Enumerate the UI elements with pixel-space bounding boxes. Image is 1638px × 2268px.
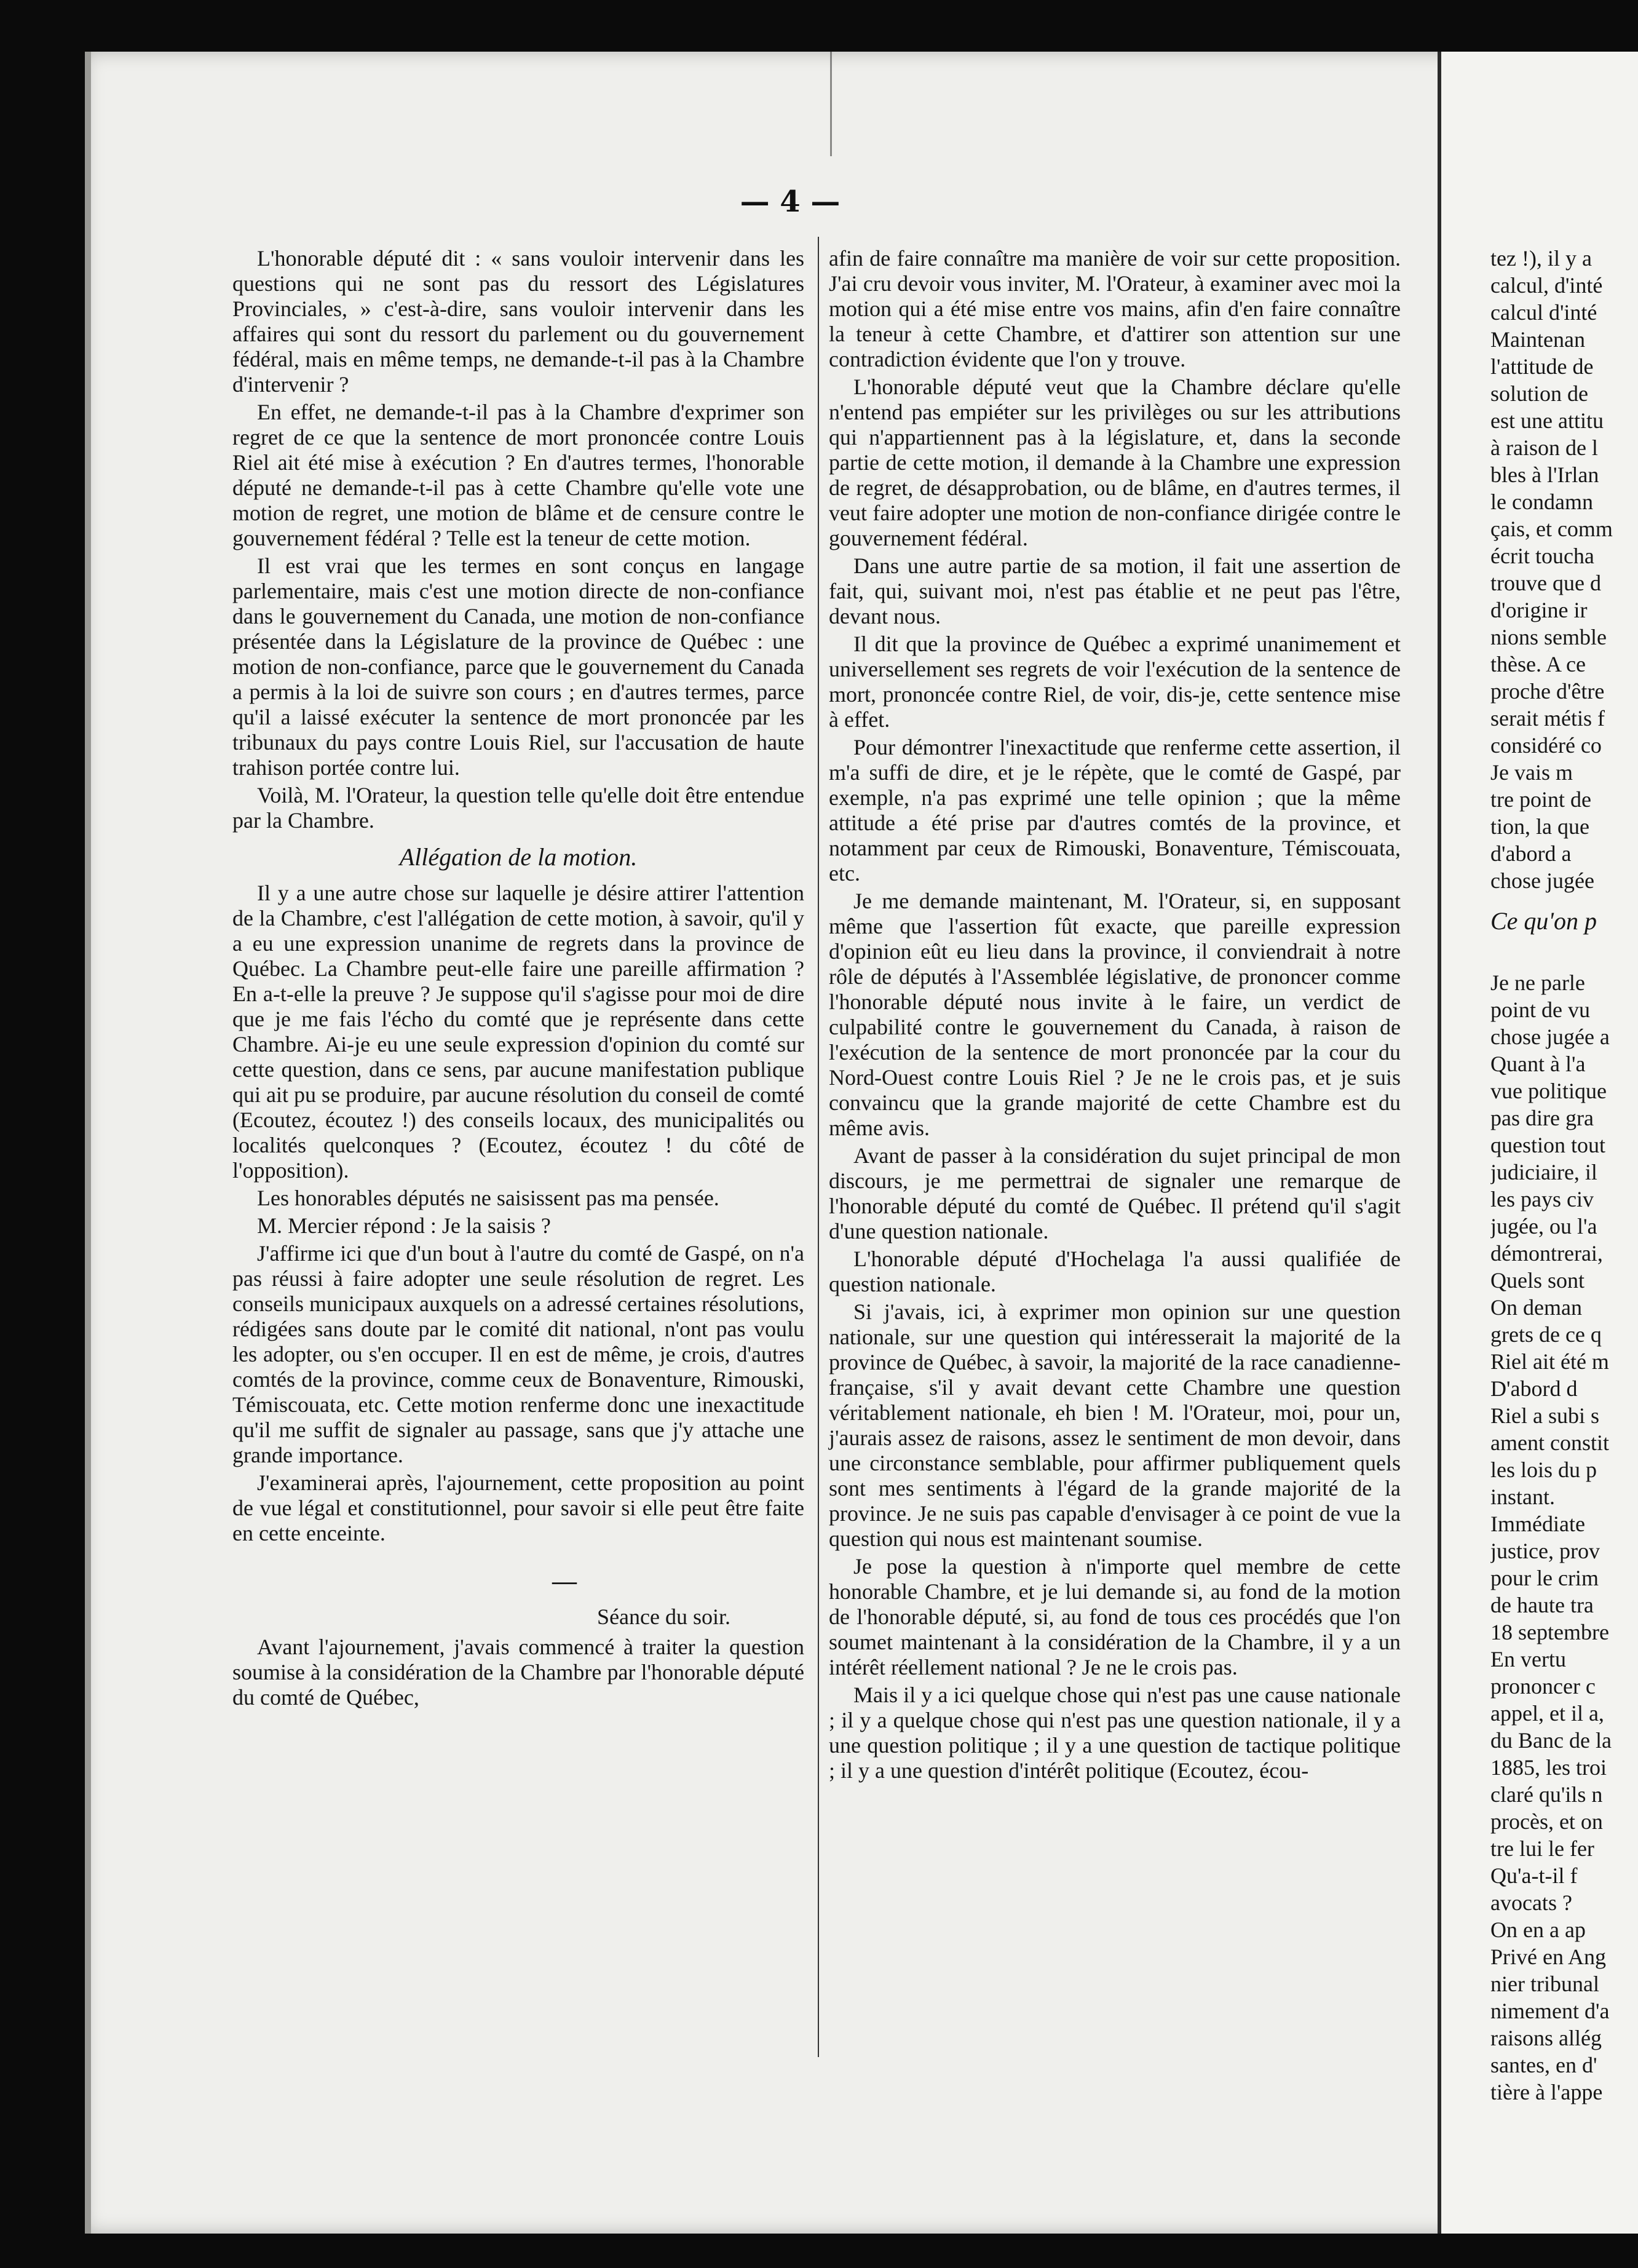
text-line: est une attitu (1490, 408, 1604, 433)
text-line: Privé en Ang (1490, 1945, 1606, 1969)
paragraph: Les honorables députés ne saisissent pas ma pensée. (257, 1186, 719, 1210)
text-line: ament constit (1490, 1430, 1609, 1455)
section-title: Allégation de la motion. (399, 843, 638, 871)
paragraph: Je pose la question à n'importe quel membre de cette honorable Chambre, et je lui demande si, au fond de la motion de l'honorable député, si, au fond de tous ces procédés que l'on soumet maintenant à la considération de la Chambre, il y a un intérêt réellement national ? Je ne le crois pas. (829, 1554, 1401, 1679)
paragraph: Il est vrai que les termes en sont conçus en langage parlementaire, mais c'est une motion directe de non-confiance dans le gouvernement du Canada, une motion de non-confiance présentée dans la Législature de la province de Québec : une motion de non-confiance, parce que le gouvernement du Canada a permis à la loi de suivre son cours ; en d'autres termes, parce qu'il a laissé exécuter la sentence de mort prononcée par les tribunaux du pays contre Louis Riel, sur l'accusation de haute trahison portée contre lui. (232, 553, 804, 780)
text-line: santes, en d' (1490, 2053, 1597, 2077)
text-line: à raison de l (1490, 435, 1598, 460)
paragraph: Voilà, M. l'Orateur, la question telle qu'elle doit être entendue par la Chambre. (232, 783, 804, 833)
paragraph: Mais il y a ici quelque chose qui n'est pas une cause nationale ; il y a quelque chose qui n'est pas une question nationale, il y a une question politique ; il y a une question de tactique politique ; il y a une question d'intérêt politique (Ecoutez, écou- (829, 1683, 1401, 1783)
text-line: jugée, ou l'a (1490, 1214, 1597, 1239)
text-line: calcul, d'inté (1490, 273, 1603, 298)
paragraph: L'honorable député veut que la Chambre déclare qu'elle n'entend pas empiéter sur les privilèges ou sur les attributions qui n'appartiennent pas à la législature, et, dans la seconde partie de cette motion, il demande à la Chambre une expression de regret, de désapprobation, ou de blâme, en d'autres termes, il veut faire adopter une motion de non-confiance dirigée contre le gouvernement fédéral. (829, 375, 1401, 550)
text-line: tre point de (1490, 787, 1591, 812)
text-line: nions semble (1490, 625, 1607, 649)
paragraph: J'examinerai après, l'ajournement, cette proposition au point de vue légal et constitutionnel, pour savoir si elle peut être faite en cette enceinte. (232, 1470, 804, 1545)
text-line: le condamn (1490, 490, 1593, 514)
text-line: Je ne parle (1490, 970, 1585, 995)
text-line: pas dire gra (1490, 1106, 1594, 1130)
page-edge (85, 52, 91, 2234)
text-line: Je vais m (1490, 760, 1573, 785)
text-line: trouve que d (1490, 571, 1601, 595)
text-line: point de vu (1490, 997, 1590, 1022)
text-line: solution de (1490, 381, 1588, 406)
text-line: écrit toucha (1490, 544, 1594, 568)
paragraph: afin de faire connaître ma manière de voir sur cette proposition. J'ai cru devoir vous inviter, M. l'Orateur, à examiner avec moi la motion qui a été mise entre vos mains, afin d'en faire connaître la teneur à cette Chambre, et d'attirer son attention sur une contradiction évidente que l'on y trouve. (829, 246, 1401, 371)
text-line: thèse. A ce (1490, 652, 1586, 676)
paragraph: Pour démontrer l'inexactitude que renferme cette assertion, il m'a suffi de dire, et je le répète, que le comté de Gaspé, par exemple, n'a pas exprimé une telle opinion ; que la même attitude a été prise par d'autres comtés de la province, et notamment par ceux de Rimouski, Bonaventure, Témiscouata, etc. (829, 735, 1401, 886)
text-line: question tout (1490, 1133, 1605, 1157)
column-2 (829, 246, 1401, 1786)
text-line: Riel ait été m (1490, 1349, 1609, 1374)
paragraph: J'affirme ici que d'un bout à l'autre du comté de Gaspé, on n'a pas réussi à faire adopter une seule résolution de regret. Les conseils municipaux auxquels on a adressé certaines résolutions, rédigées sans doute par le comité dit national, n'ont pas voulu les adopter, ou s'en occuper. Il en est de même, je crois, d'autres comtés de la province, comme ceux de Bonaventure, Rimouski, Témiscouata, etc. Cette motion renferme donc une inexactitude qu'il me suffit de signaler au passage, sans que j'y attache une grande importance. (232, 1241, 804, 1467)
text-line: Immédiate (1490, 1512, 1585, 1536)
text-line: judiciaire, il (1490, 1160, 1597, 1184)
paragraph: Si j'avais, ici, à exprimer mon opinion sur une question nationale, sur une question qui intéresserait la majorité de la province de Québec, à savoir, la majorité de la race canadienne-française, s'il y avait devant cette Chambre une question véritablement nationale, eh bien ! M. l'Orateur, moi, pour un, j'aurais assez de raisons, assez le sentiment de mon devoir, dans une circonstance semblable, pour affirmer publiquement quels sont mes sentiments à l'égard de la grande majorité de la province. Je ne suis pas capable d'envisager à ce point de vue la question qui nous est maintenant soumise. (829, 1299, 1401, 1551)
text-line: appel, et il a, (1490, 1701, 1604, 1726)
text-line: serait métis f (1490, 706, 1605, 731)
separator-dash: — (552, 1567, 577, 1595)
text-line: démontrerai, (1490, 1241, 1603, 1266)
text-line: les pays civ (1490, 1187, 1594, 1211)
text-line: Qu'a-t-il f (1490, 1863, 1578, 1888)
text-line: nimement d'a (1490, 1999, 1610, 2023)
text-line: On deman (1490, 1295, 1582, 1320)
text-line: raisons allég (1490, 2026, 1602, 2050)
text-line: considéré co (1490, 733, 1602, 758)
text-line: tez !), il y a (1490, 246, 1592, 271)
paragraph: Avant l'ajournement, j'avais commencé à traiter la question soumise à la considération de la Chambre par l'honorable député du comté de Québec, (232, 1635, 804, 1710)
text-line: tière à l'appe (1490, 2080, 1603, 2104)
paragraph: L'honorable député dit : « sans vouloir intervenir dans les questions qui ne sont pas du ressort des Législatures Provinciales, » c'est-à-dire, sans vouloir intervenir dans les affaires qui sont du ressort du parlement ou du gouvernement fédéral, mais en même temps, ne demande-t-il pas à la Chambre d'intervenir ? (232, 246, 804, 397)
text-line: avocats ? (1490, 1890, 1572, 1915)
text-line: bles à l'Irlan (1490, 462, 1599, 487)
paragraph: Avant de passer à la considération du sujet principal de mon discours, je me permettrai de signaler une remarque de l'honorable député du comté de Québec. Il prétend qu'il s'agit d'une question nationale. (829, 1143, 1401, 1243)
text-line: l'attitude de (1490, 354, 1594, 379)
column-3-cropped (1490, 246, 1638, 2107)
text-line: 18 septembre (1490, 1620, 1609, 1644)
text-line: d'origine ir (1490, 598, 1588, 622)
text-line: de haute tra (1490, 1593, 1594, 1617)
paragraph: En effet, ne demande-t-il pas à la Chambre d'exprimer son regret de ce que la sentence de mort prononcée contre Louis Riel ait été mise à exécution ? En d'autres termes, l'honorable député ne demande-t-il pas à cette Chambre qu'elle vote une motion de regret, une motion de blâme et de censure contre le gouvernement fédéral ? Telle est la teneur de cette motion. (232, 400, 804, 550)
paragraph: Il y a une autre chose sur laquelle je désire attirer l'attention de la Chambre, c'est l'allégation de cette motion, à savoir, qu'il y a eu une expression unanime de regrets dans la province de Québec. La Chambre peut-elle faire une pareille affirmation ? En a-t-elle la preuve ? Je suppose qu'il s'agisse pour moi de dire que je me fais l'écho du comté que je représente dans cette Chambre. Ai-je eu une seule expression d'opinion du comté sur cette question, dans ce sens, par aucune manifestation publique qui ait pu se produire, par aucune résolution du conseil de comté (Ecoutez, écoutez !) des conseils locaux, des municipalités ou localités quelconques ? (Ecoutez, écoutez ! du côté de l'opposition). (232, 881, 804, 1183)
text-line: d'abord a (1490, 841, 1572, 866)
text-line: D'abord d (1490, 1376, 1578, 1401)
text-line: On en a ap (1490, 1917, 1586, 1942)
text-line: les lois du p (1490, 1457, 1597, 1482)
text-line: Riel a subi s (1490, 1403, 1599, 1428)
text-line: du Banc de la (1490, 1728, 1612, 1753)
paragraph: Il dit que la province de Québec a exprimé unanimement et universellement ses regrets de voir l'exécution de la sentence de mort, prononcée contre Riel, de voir, dis-je, cette sentence mise à effet. (829, 632, 1401, 732)
text-line: procès, et on (1490, 1809, 1603, 1834)
text-line: 1885, les troi (1490, 1755, 1607, 1780)
text-line: pour le crim (1490, 1566, 1599, 1590)
section-title: Ce qu'on p (1490, 907, 1597, 935)
text-line: calcul d'inté (1490, 300, 1597, 325)
text-line: tre lui le fer (1490, 1836, 1594, 1861)
column-divider (818, 237, 819, 2057)
page-number: — 4 — (740, 184, 841, 219)
text-line: proche d'être (1490, 679, 1605, 704)
paragraph: M. Mercier répond : Je la saisis ? (257, 1213, 551, 1238)
paragraph: L'honorable député d'Hochelaga l'a aussi qualifiée de question nationale. (829, 1247, 1401, 1296)
text-line: grets de ce q (1490, 1322, 1602, 1347)
text-line: justice, prov (1490, 1539, 1600, 1563)
text-line: tion, la que (1490, 814, 1589, 839)
text-line: chose jugée a (1490, 1025, 1610, 1049)
text-line: Maintenan (1490, 327, 1585, 352)
text-line: En vertu (1490, 1647, 1566, 1671)
text-line: çais, et comm (1490, 517, 1613, 541)
text-line: instant. (1490, 1485, 1555, 1509)
text-line: claré qu'ils n (1490, 1782, 1603, 1807)
text-line: prononcer c (1490, 1674, 1596, 1699)
session-label: Séance du soir. (597, 1604, 730, 1629)
column-1 (232, 246, 804, 1713)
text-line: chose jugée (1490, 868, 1594, 893)
paragraph: Je me demande maintenant, M. l'Orateur, si, en supposant même que l'assertion fût exacte, que pareille expression d'opinion eût eu lieu dans la province, il conviendrait à notre rôle de députés à l'Assemblée législative, de prononcer comme l'honorable député nous invite à le faire, un verdict de culpabilité contre le gouvernement du Canada, à raison de l'exécution de la sentence de mort prononcée par la cour du Nord-Ouest contre Louis Riel ? Je ne le crois pas, et je suis convaincu que la grande majorité de cette Chambre est du même avis. (829, 889, 1401, 1140)
text-line: vue politique (1490, 1079, 1607, 1103)
text-line: nier tribunal (1490, 1972, 1599, 1996)
text-line: Quels sont (1490, 1268, 1585, 1293)
paragraph: Dans une autre partie de sa motion, il fait une assertion de fait, qui, suivant moi, n'est pas établie et ne peut pas l'être, devant nous. (829, 553, 1401, 628)
text-line: Quant à l'a (1490, 1052, 1586, 1076)
paper-tear (830, 52, 850, 156)
